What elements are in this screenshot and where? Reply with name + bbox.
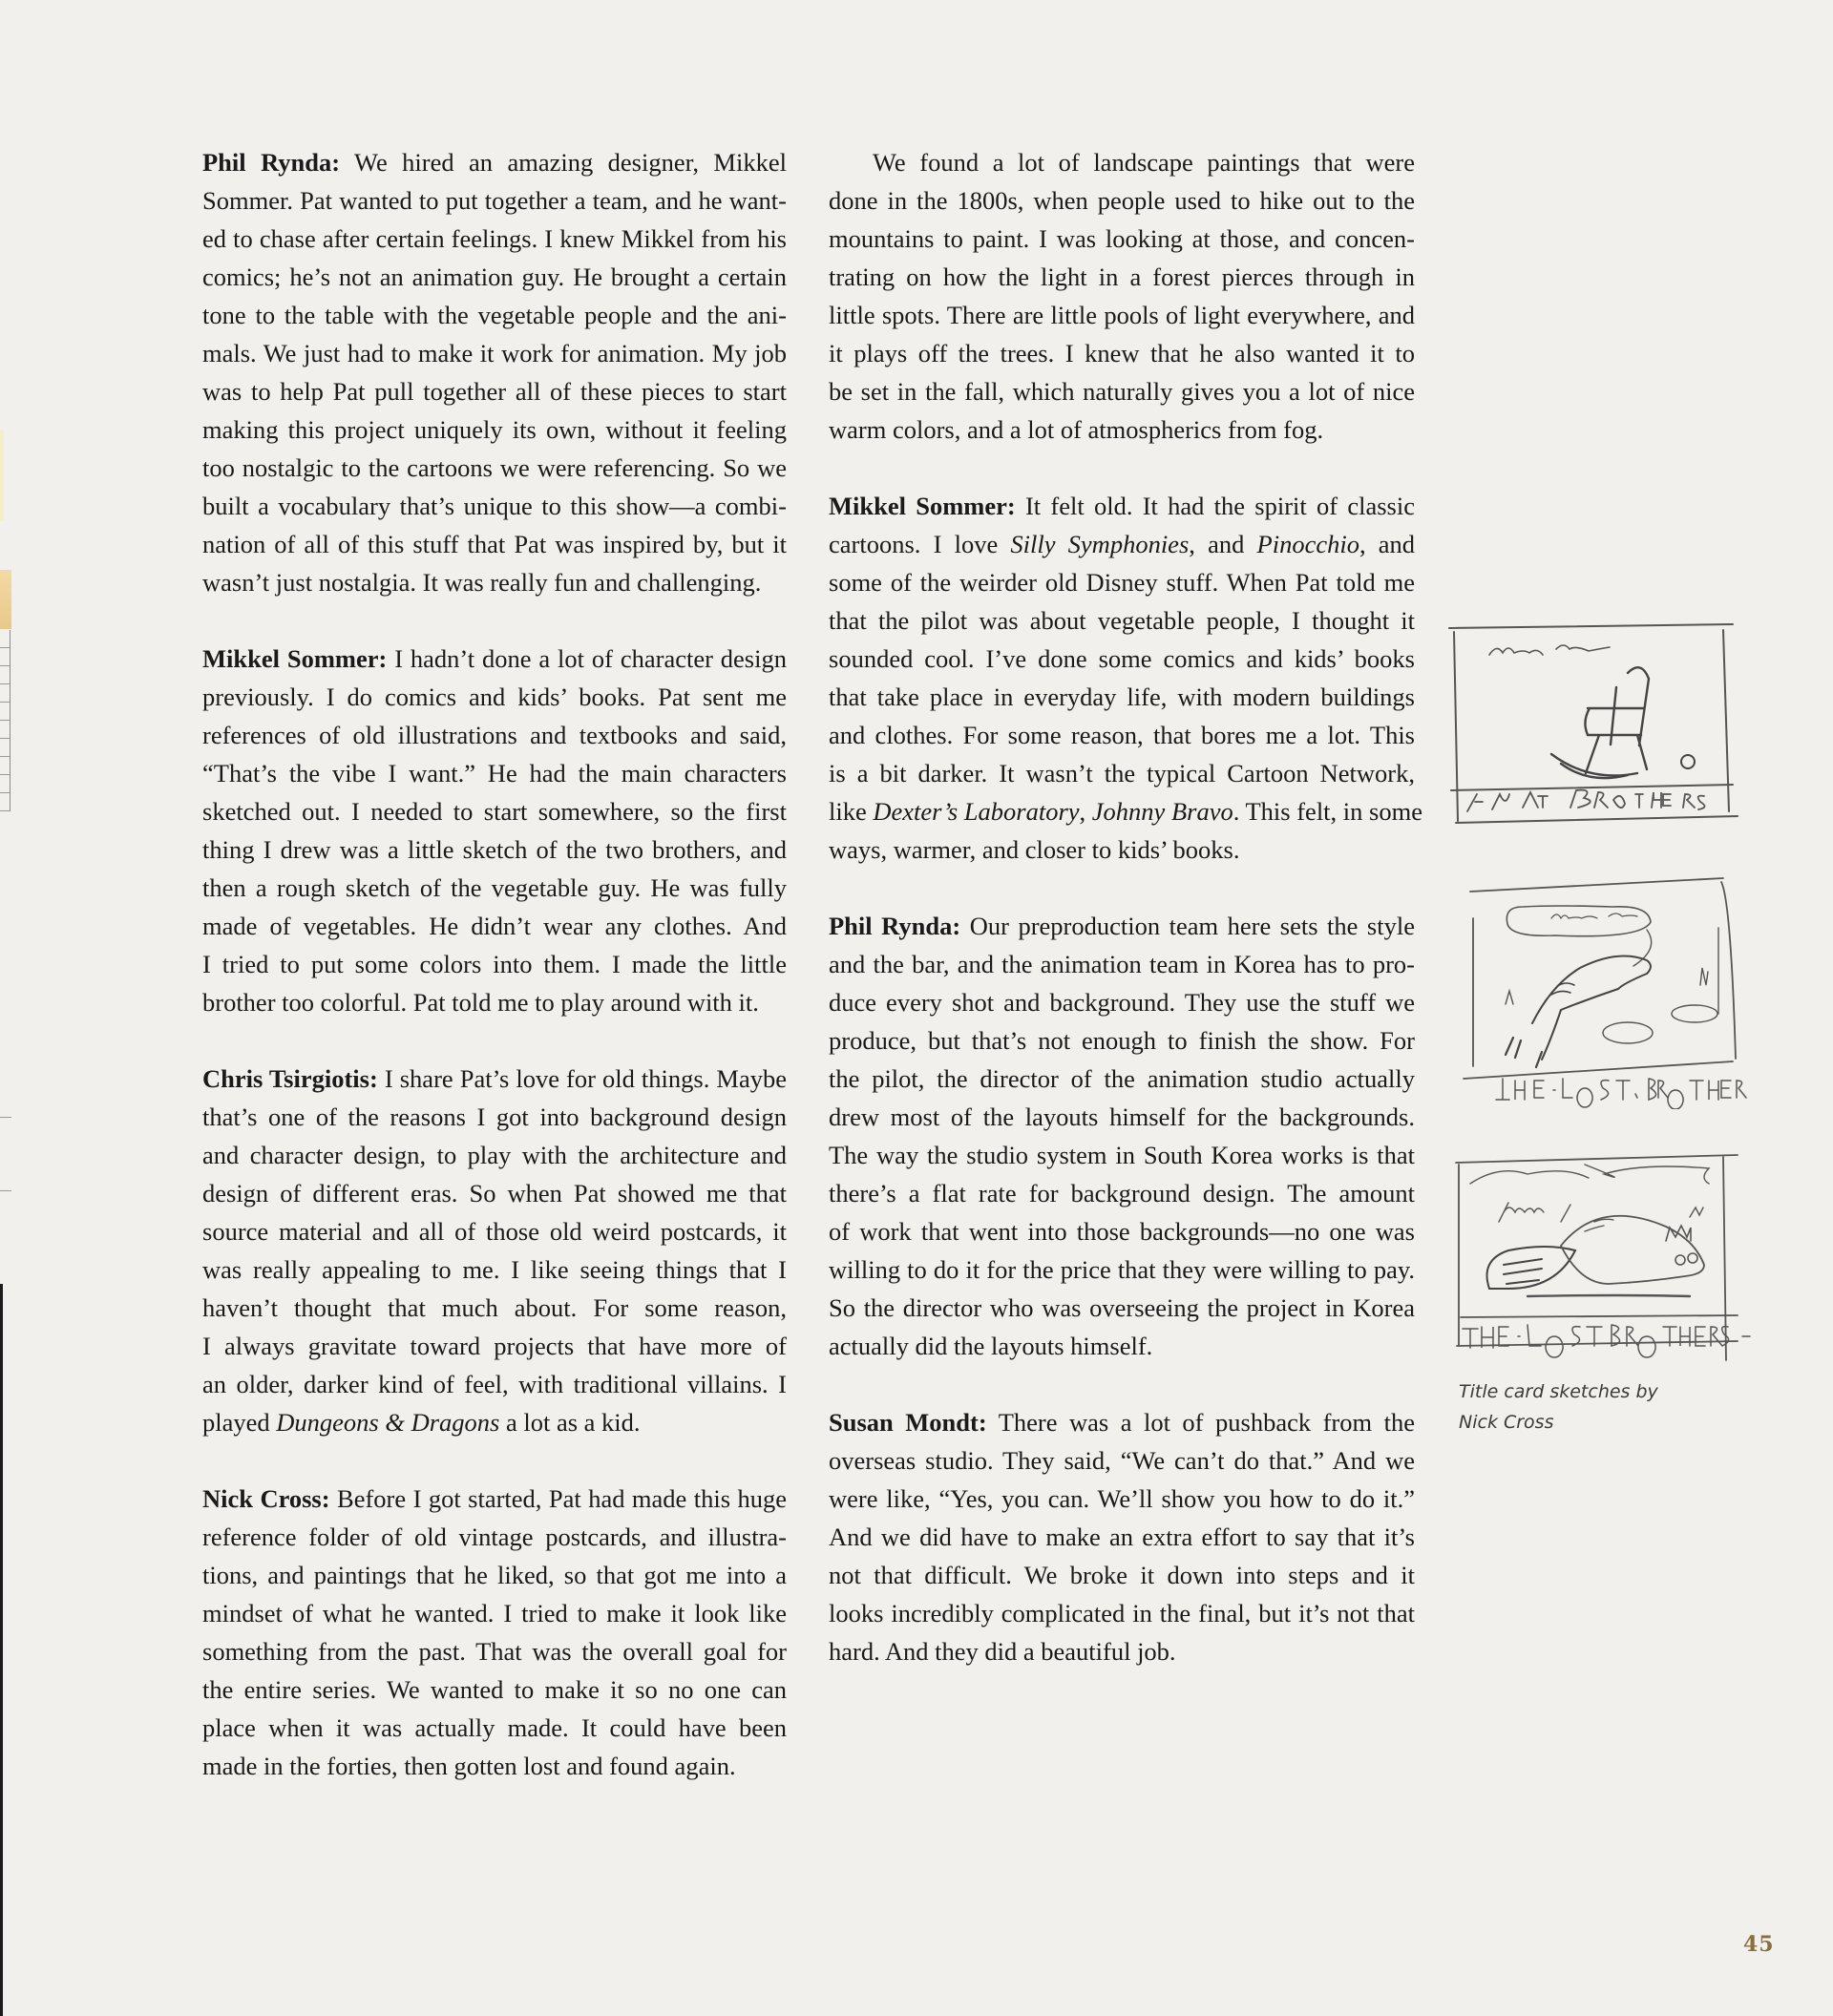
facing-page-bleed-mark	[0, 1117, 11, 1118]
film-title: Silly Symphonies	[1010, 530, 1190, 558]
speaker-label: Chris Tsirgiotis:	[202, 1064, 378, 1093]
paragraph-nick-cross: Nick Cross: Before I got started, Pat had made this huge reference folder of old vintage postcards, and illustra- tions, and paintings that he liked, so that got me into a mindset of what he wanted. I tried to make it look like something from the past. That was the overall goal for the entire series. We wanted to make it so no one can place when it was actually made. It could have been made in the forties, then gotten lost and found again.	[202, 1484, 788, 1780]
speaker-label: Mikkel Sommer:	[829, 492, 1016, 520]
paragraph-phil-rynda: Phil Rynda: We hired an amazing designer, Mikkel Sommer. Pat wanted to put together a team, and he want- ed to chase after certain feelings. I knew Mikkel from his comics; he’s not an animation guy. He brought a certain tone to the table with the vegetable people and the ani- mals. We just had to make it work for animation. My job was to help Pat pull together all of these pieces to start making this project uniquely its own, without it feeling too nostalgic to the cartoons we were referencing. So we built a vocabulary that’s unique to this show—a combi- nation of all of this stuff that Pat was inspired by, but it wasn’t just nostalgia. It was really fun and challenging.	[202, 148, 787, 597]
speaker-label: Mikkel Sommer:	[202, 644, 388, 673]
speaker-label: Susan Mondt:	[829, 1408, 987, 1437]
show-title: Dexter’s Laboratory	[873, 797, 1080, 826]
show-title: Johnny Bravo	[1091, 797, 1233, 826]
paragraph-chris-tsirgiotis: Chris Tsirgiotis: I share Pat’s love for old things. Maybe that’s one of the reasons I got into background design and character design, to play with the architecture and design of different eras. So when Pat showed me that source material and all of those old weird postcards, it was really appealing to me. I like seeing things that I haven’t thought that much about. For some reason, I always gravitate toward projects that have more of an older, darker kind of feel, with traditional villains. I played Dungeons & Dragons a lot as a kid.	[202, 1064, 787, 1437]
text-column-right	[829, 143, 1422, 1709]
film-title: Pinocchio	[1256, 530, 1359, 558]
speaker-label: Phil Rynda:	[829, 912, 961, 940]
paragraph-mikkel-sommer: Mikkel Sommer: I hadn’t done a lot of character design previously. I do comics and kids’ books. Pat sent me references of old illustrations and textbooks and said, “That’s the vibe I want.” He had the main characters sketched out. I needed to start somewhere, so the first thing I drew was a little sketch of the two brothers, and then a rough sketch of the vegetable guy. He was fully made of vegetables. He didn’t wear any clothes. And I tried to put some colors into them. I made the little brother too colorful. Pat told me to play around with it.	[202, 644, 787, 1017]
figure-caption: Title card sketches by Nick Cross	[1459, 1381, 1658, 1433]
facing-page-bleed-orange	[0, 570, 11, 629]
facing-page-bleed-yellow	[0, 430, 4, 520]
paragraph-phil-rynda-2: Phil Rynda: Our preproduction team here sets the style and the bar, and the animation team in Korea has to pro- duce every shot and background. They use the stuff we produce, but that’s not enough to finish the show. For the pilot, the director of the animation studio actually drew most of the layouts himself for the backgrounds. The way the studio system in South Korea works is that there’s a flat rate for background design. The amount of work that went into those backgrounds—no one was willing to do it for the price that they were willing to pay. So the director who was overseeing the project in Korea actually did the layouts himself.	[829, 912, 1415, 1360]
facing-page-bleed-mark	[0, 1190, 11, 1191]
paragraph-continued: We found a lot of landscape paintings that were done in the 1800s, when people used to hike out to the mountains to paint. I was looking at those, and concen- trating on how the light in a forest pierces through in little spots. There are little pools of light everywhere, and it plays off the trees. I knew that he also wanted it to be set in the fall, which naturally gives you a lot of nice warm colors, and a lot of atmospherics from fog.	[829, 148, 1415, 444]
book-title: Dungeons & Dragons	[276, 1408, 500, 1437]
paragraph-mikkel-sommer-2: Mikkel Sommer: It felt old. It had the spirit of classic cartoons. I love Silly Symphonies, and Pinocchio, and some of the weirder old Disney stuff. When Pat told me that the pilot was about vegetable people, I thought it sounded cool. I’ve done some comics and kids’ books that take place in everyday life, with modern buildings and clothes. For some reason, that bores me a lot. This is a bit darker. It wasn’t the typical Cartoon Network, like Dexter’s Laboratory, Johnny Bravo. This felt, in some ways, warmer, and closer to kids’ books.	[829, 492, 1422, 864]
facing-page-bleed-dark	[0, 1284, 3, 2016]
speaker-label: Nick Cross:	[202, 1484, 330, 1513]
title-card-sketch-beaver	[1451, 1145, 1757, 1375]
title-card-sketch-frog	[1446, 871, 1752, 1109]
title-card-sketch-rocking-chair	[1446, 620, 1742, 830]
speaker-label: Phil Rynda:	[202, 148, 341, 177]
paragraph-susan-mondt: Susan Mondt: There was a lot of pushback from the overseas studio. They said, “We can’t do that.” And we were like, “Yes, you can. We’ll show you how to do it.” And we did have to make an extra effort to say that it’s not that difficult. We broke it down into steps and it looks incredibly complicated in the final, but it’s not that hard. And they did a beautiful job.	[829, 1408, 1415, 1666]
page-number: 45	[1743, 1932, 1775, 1957]
facing-page-bleed-sketch	[0, 630, 11, 811]
text-column-left	[202, 143, 787, 1823]
